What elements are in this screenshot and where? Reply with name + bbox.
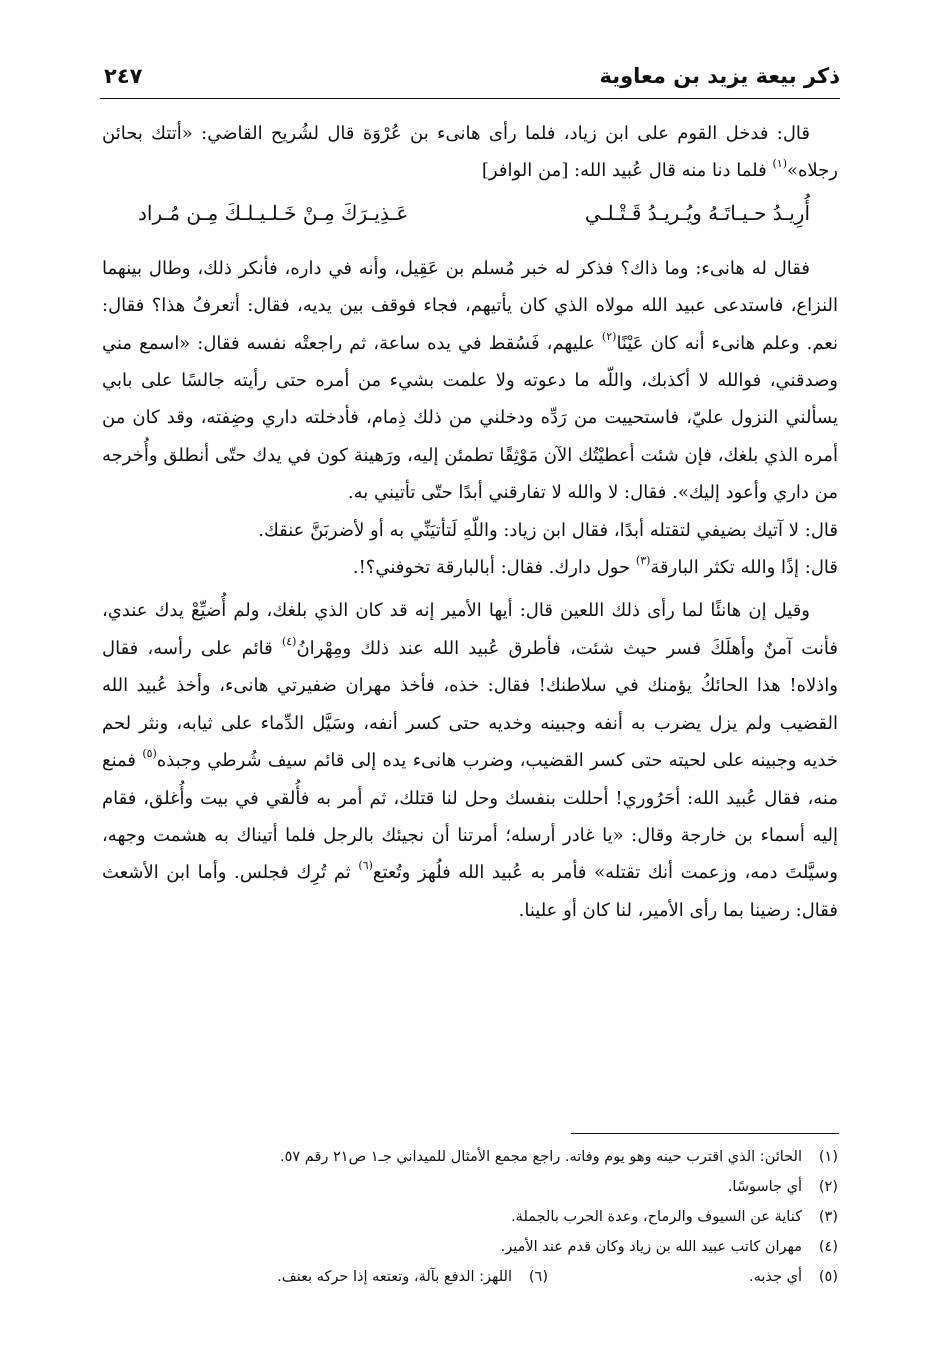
footnote-ref-3: (٣) [635,554,651,568]
paragraph-1: قال: فدخل القوم على ابن زياد، فلما رأى هانىء بن عُرْوَة قال لشُريح القاضي: «أتتك بحائن رجلاه»$^{(١)}$ فلما دنا منه قال عُبيد الله: [من الوافر] [102,123,838,182]
footnote-row-5-6 [102,1262,838,1292]
footnotes [102,1142,838,1292]
footnote-3 [102,1202,838,1232]
footnote-text: اللهز: الدفع بآلة، وتعتعه إذا حركه بعنف. [277,1269,512,1285]
paragraph-3: قال: لا آتيك بضيفي لتقتله أبدًا، فقال ابن زياد: واللّهِ لَتأتيَنِّي به أو لأضربَنَّ عنقك. [258,519,838,541]
verse-first-hemistich: أُرِيـدُ حـيـاتَـهُ ويُـريـدُ قَـتْـلـي [584,200,810,225]
paragraph-5: وقيل إن هانئًا لما رأى ذلك اللعين قال: أيها الأمير إنه قد كان الذي بلغك، ولم أُضيِّعْ يدك عندي، فأنت آمنٌ وأهلَكَ فسر حيث شئت، فأطرق عُبيد الله عند ذلك ومِهْرانُ$^{(٤)}$ قائم على رأسه، فقال واذلاه! هذا الحائكُ يؤمنك في سلاطنك! فقال: خذه، فأخذ مهران ضفيرتي هانىء، وأخذ عُبيد الله القضيب ولم يزل يضرب به أنفه وجبينه وخديه حتى كسر أنفه، وسَيَّل الدِّماء على ثيابه، ونثر لحم خديه وجبينه على لحيته حتى كسر القضيب، وضرب هانىء يده إلى قائم سيف شُرطي وجبذه$^{(٥)}$ فمنع منه، فقال عُبيد الله: أحَرُوري! أحللت بنفسك وحل لنا قتلك، ثم أمر به فأُلقي في بيت وأُغلق، فقام إليه أسماء بن خارجة وقال: «يا غادر أرسله؛ أمرتنا أن نجيئك بالرجل فلما أتيناك به هشمت وجهه، وسيَّلتَ دمه، وزعمت أنك تقتله» فأمر به عُبيد الله فلُهز وتُعتع$^{(٦)}$ ثم تُرِك فجلس. وأما ابن الأشعث فقال: رضينا بما رأى الأمير، لنا كان أو علينا. [102,600,838,921]
footnote-number: (٥) [818,1269,838,1285]
running-title: ذكر بيعة يزيد بن معاوية [599,64,840,88]
footnote-2 [102,1172,838,1202]
page-number: ٢٤٧ [104,64,143,88]
footnote-text: مهران كاتب عبيد الله بن زياد وكان قدم عند الأمير. [500,1239,802,1255]
page-header [100,62,840,99]
footnote-5 [548,1262,838,1292]
footnote-ref-6: (٦) [358,859,373,873]
poetry-verse [102,192,838,234]
footnote-6 [102,1262,548,1292]
footnote-ref-1: (١) [772,157,787,171]
footnote-text: الحائن: الذي اقترب حينه وهو يوم وفاته. راجع مجمع الأمثال للميداني جـ١ ص٢١ رقم ٥٧. [280,1149,802,1165]
footnote-text: أي جاسوسًا. [727,1179,802,1195]
footnote-4 [102,1232,838,1262]
footnote-text: أي جذبه. [749,1269,802,1285]
footnote-ref-4: (٤) [281,634,297,648]
verse-second-hemistich: عَـذِيـرَكَ مِـنْ خَـلـيـلـكَ مِـن مُـراد [138,200,409,225]
footnote-ref-2: (٢) [601,329,617,343]
main-text [102,115,838,929]
footnote-1 [102,1142,838,1172]
paragraph-4: قال: إذًا والله تكثر البارقة$^{(٣)}$ حول دارك. فقال: أبالبارقة تخوفني؟!. [352,554,838,579]
footnote-number: (٦) [528,1269,548,1285]
footnote-number: (٣) [818,1209,838,1225]
footnote-text: كناية عن السيوف والرماح، وعدة الحرب بالجملة. [511,1209,802,1225]
paragraph-2: فقال له هانىء: وما ذاك؟ فذكر له خبر مُسلم بن عَقِيل، وأنه في داره، فأنكر ذلك، وطال بينهما النزاع، فاستدعى عبيد الله مولاه الذي كان يأتيهم، فجاء فوقف بين يديه، فقال: أتعرفُ هذا؟ فقال: نعم. وعلم هانىء أنه كان عَيْنًا$^{(٢)}$ عليهم، فَسُقط في يده ساعة، ثم راجعتْه نفسه فقال: «اسمع مني وصدقني، فوالله لا أكذبك، واللّه ما دعوته ولا علمت بشيء من أمره حتى رأيته جالسًا على بابي يسألني النزول عليّ، فاستحييت من رَدِّه ودخلني من ذلك ذِمام، فأدخلته داري وضِفته، وقد كان من أمره الذي بلغك، فإن شئت أعطيْتُك الآن مَوْثِقًا تطمئن إليه، ورَهينة كون في يدك حتّى أنطلق وأُخرجه من داري وأعود إليك». فقال: لا والله لا تفارقني أبدًا حتّى تأتيني به. [102,257,838,504]
footnote-number: (٤) [818,1239,838,1255]
footnote-ref-5: (٥) [142,747,157,761]
footnote-number: (٢) [818,1179,838,1195]
footnote-divider [571,1133,839,1134]
footnote-number: (١) [818,1149,838,1165]
